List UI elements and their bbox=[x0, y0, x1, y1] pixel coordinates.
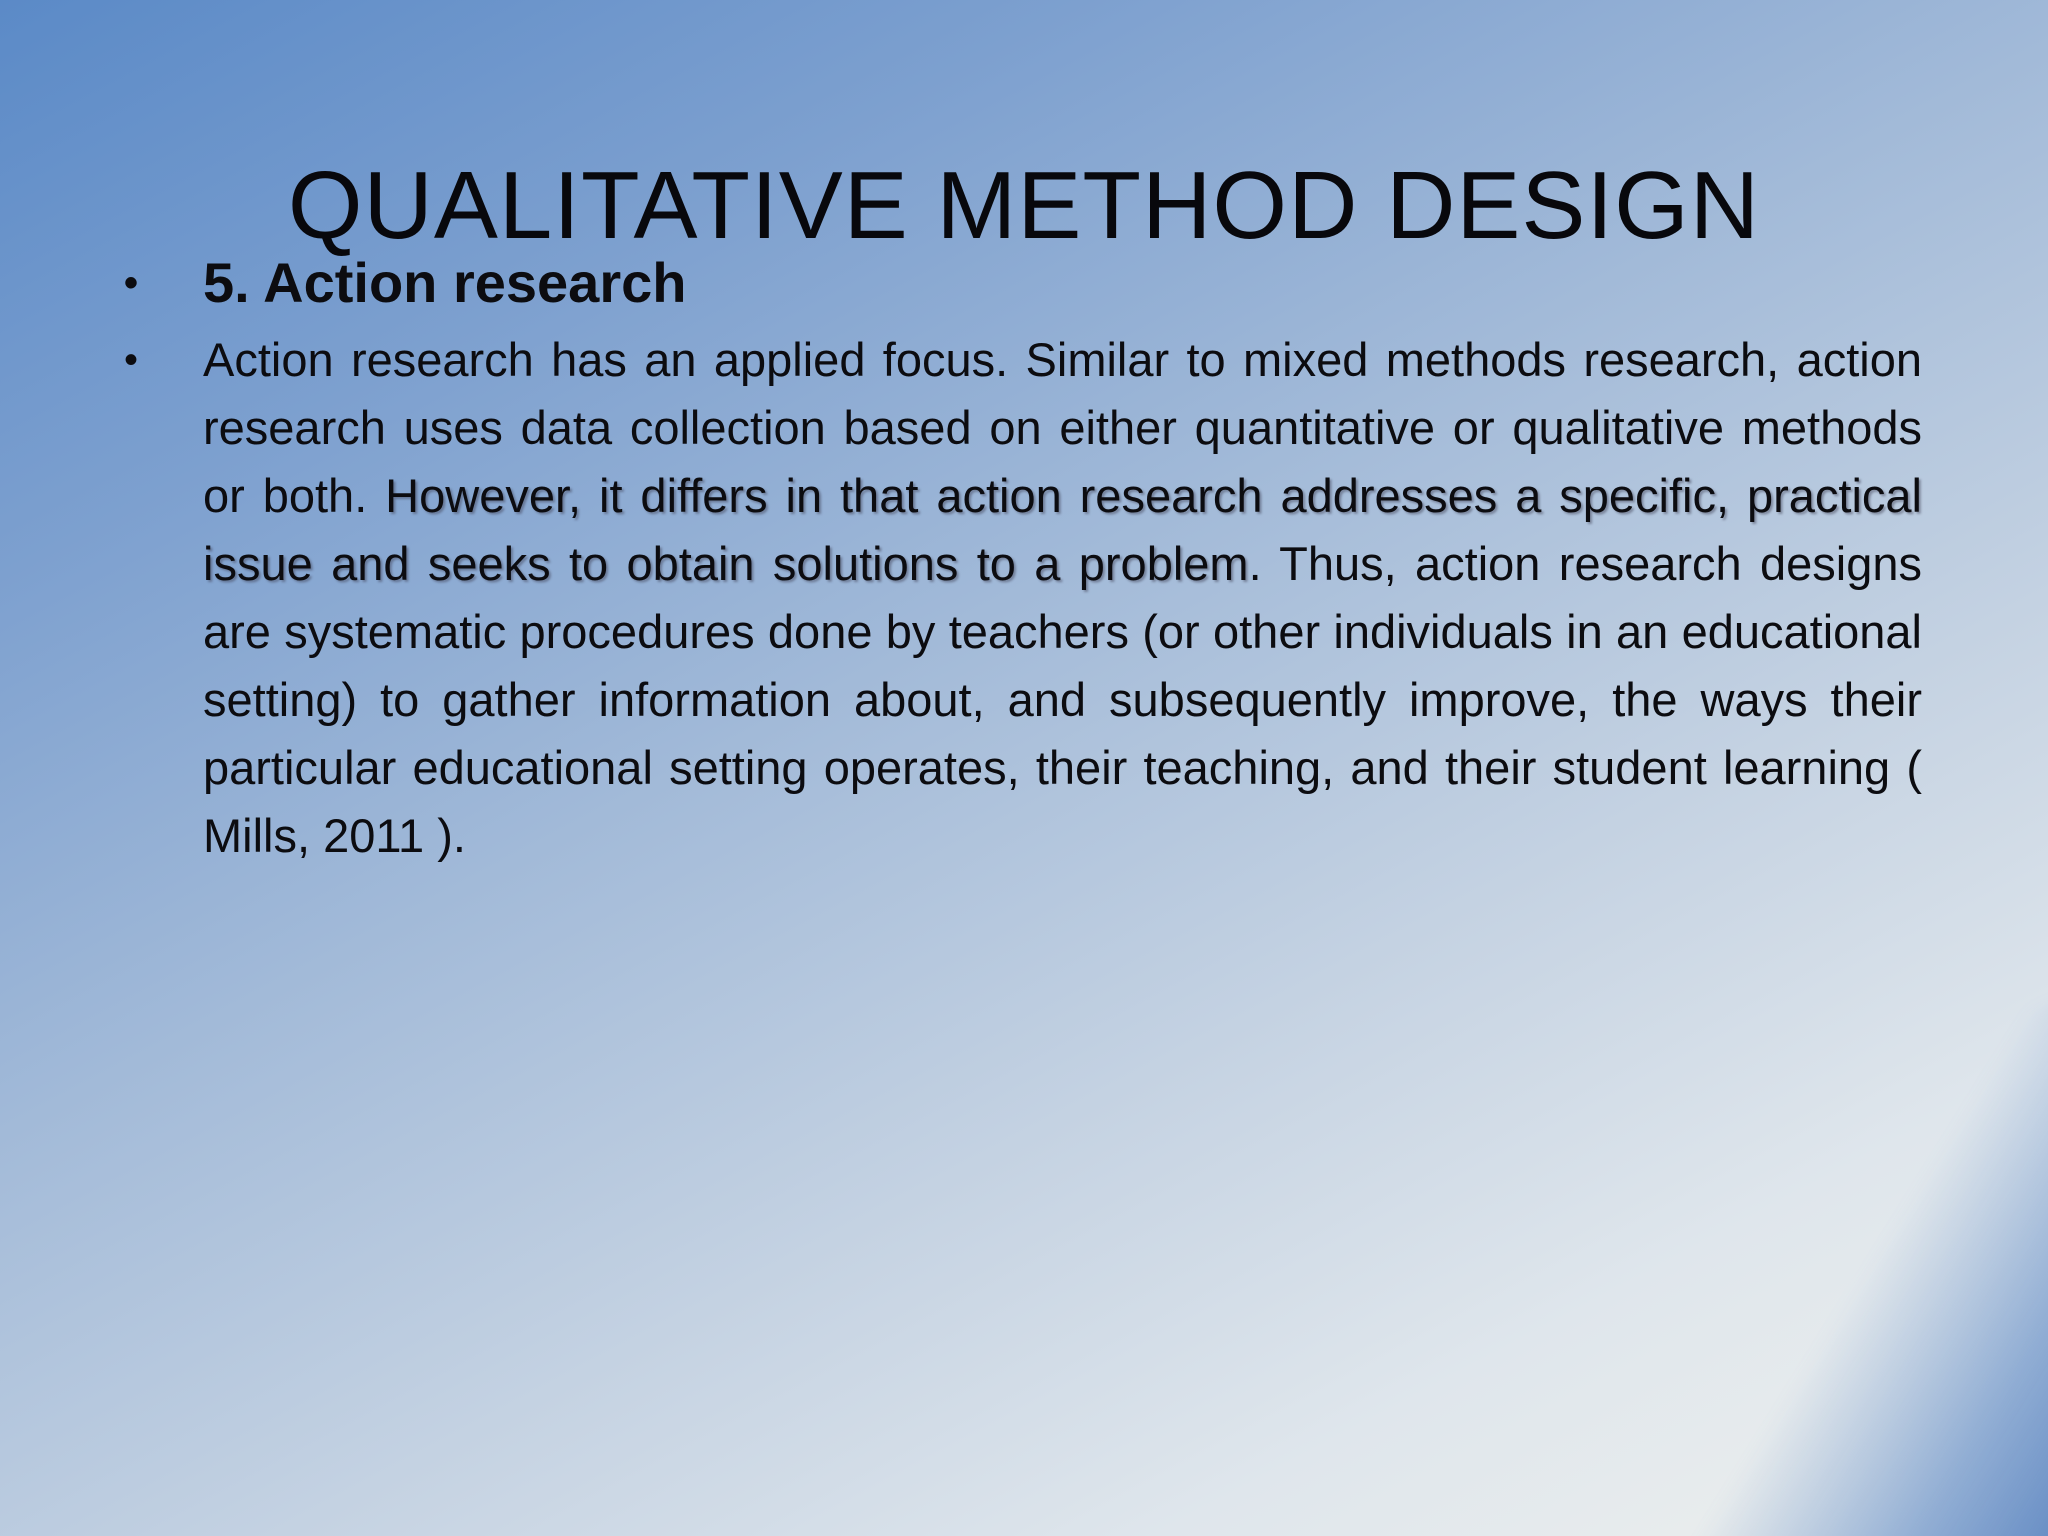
paragraph-text-part1: Action research has an applied focus. Similar to mixed methods research, action research uses data collection based on either quantitative or qualitative methods or both. bbox=[203, 333, 1922, 522]
paragraph-emphasis-text: However, it differs in that action research addresses a specific, practical issue and seeks to obtain solutions to a problem bbox=[203, 469, 1922, 590]
slide-content bbox=[110, 244, 1922, 870]
bullet-item-paragraph bbox=[110, 326, 1922, 870]
bullet-item-heading bbox=[110, 244, 1922, 322]
bullet-dot-icon: • bbox=[124, 338, 139, 382]
paragraph-text-part2: . Thus, action research designs are systematic procedures done by teachers (or other individuals in an educational setting) to gather information about, and subsequently improve, the ways their particular educational setting operates, their teaching, and their student learning ( Mills, 2011 ). bbox=[203, 537, 1922, 862]
background-corner-shade bbox=[1282, 974, 2048, 1536]
slide-title: QUALITATIVE METHOD DESIGN bbox=[287, 152, 1761, 260]
bullet-dot-icon: • bbox=[124, 261, 139, 305]
bullet-heading-text: 5. Action research bbox=[203, 251, 687, 314]
